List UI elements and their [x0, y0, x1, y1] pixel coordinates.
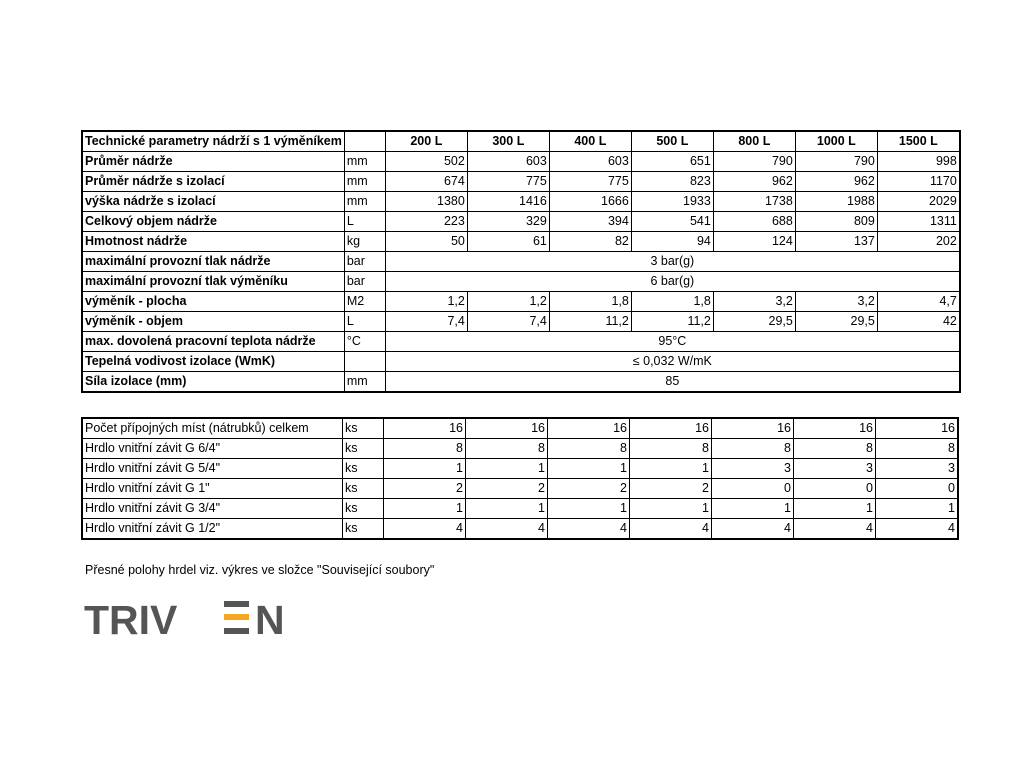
row-label: výměník - objem: [82, 312, 344, 332]
header-size: 1500 L: [877, 131, 960, 152]
row-value: 541: [631, 212, 713, 232]
row-value: 4: [384, 519, 466, 540]
row-value: 1: [384, 499, 466, 519]
row-value: 962: [713, 172, 795, 192]
row-value: 394: [549, 212, 631, 232]
row-value: 4: [466, 519, 548, 540]
row-value: 790: [795, 152, 877, 172]
row-label: výška nádrže s izolací: [82, 192, 344, 212]
row-value: 16: [794, 418, 876, 439]
row-unit: L: [344, 312, 385, 332]
row-value: 4: [876, 519, 959, 540]
table-row: [82, 332, 960, 352]
row-value: 2: [548, 479, 630, 499]
row-value: 688: [713, 212, 795, 232]
row-value: 7,4: [385, 312, 467, 332]
table-row: [82, 479, 958, 499]
row-unit: bar: [344, 252, 385, 272]
table-row: [82, 272, 960, 292]
row-value: 16: [876, 418, 959, 439]
row-value: 1: [630, 459, 712, 479]
row-value: 1,2: [385, 292, 467, 312]
row-value: 1,2: [467, 292, 549, 312]
row-value: 1: [466, 459, 548, 479]
row-label: Hrdlo vnitřní závit G 1": [82, 479, 343, 499]
row-label: maximální provozní tlak výměníku: [82, 272, 344, 292]
row-span-value: ≤ 0,032 W/mK: [385, 352, 960, 372]
row-value: 1380: [385, 192, 467, 212]
row-label: Průměr nádrže s izolací: [82, 172, 344, 192]
row-value: 7,4: [467, 312, 549, 332]
row-unit: mm: [344, 172, 385, 192]
row-value: 962: [795, 172, 877, 192]
row-value: 1: [384, 459, 466, 479]
connections-table: [81, 417, 959, 540]
logo-text-after: N: [255, 597, 285, 637]
header-label: Technické parametry nádrží s 1 výměníkem: [82, 131, 344, 152]
row-unit: mm: [344, 192, 385, 212]
row-unit: L: [344, 212, 385, 232]
row-value: 1: [548, 459, 630, 479]
row-value: 1: [466, 499, 548, 519]
row-value: 8: [712, 439, 794, 459]
row-unit: °C: [344, 332, 385, 352]
row-value: 3,2: [713, 292, 795, 312]
row-label: Síla izolace (mm): [82, 372, 344, 393]
row-value: 1: [712, 499, 794, 519]
row-label: výměník - plocha: [82, 292, 344, 312]
row-label: Hrdlo vnitřní závit G 1/2": [82, 519, 343, 540]
triven-logo: [84, 597, 306, 637]
row-value: 61: [467, 232, 549, 252]
row-unit: ks: [343, 418, 384, 439]
row-value: 2: [630, 479, 712, 499]
row-value: 16: [384, 418, 466, 439]
row-value: 4: [794, 519, 876, 540]
row-value: 94: [631, 232, 713, 252]
table-row: [82, 352, 960, 372]
row-label: max. dovolená pracovní teplota nádrže: [82, 332, 344, 352]
row-value: 1666: [549, 192, 631, 212]
row-unit: bar: [344, 272, 385, 292]
row-value: 823: [631, 172, 713, 192]
row-value: 137: [795, 232, 877, 252]
row-span-value: 3 bar(g): [385, 252, 960, 272]
header-size: 200 L: [385, 131, 467, 152]
table-row: [82, 212, 960, 232]
row-value: 0: [794, 479, 876, 499]
row-label: Hrdlo vnitřní závit G 5/4": [82, 459, 343, 479]
table-row: [82, 459, 958, 479]
row-value: 8: [630, 439, 712, 459]
row-value: 4,7: [877, 292, 960, 312]
row-value: 16: [466, 418, 548, 439]
row-value: 3: [712, 459, 794, 479]
row-value: 124: [713, 232, 795, 252]
row-value: 2: [466, 479, 548, 499]
row-value: 3: [794, 459, 876, 479]
row-value: 82: [549, 232, 631, 252]
table-row: [82, 192, 960, 212]
row-value: 8: [384, 439, 466, 459]
table-row: [82, 152, 960, 172]
header-unit: [344, 131, 385, 152]
table-row: [82, 519, 958, 540]
row-value: 0: [712, 479, 794, 499]
row-value: 1170: [877, 172, 960, 192]
table-row: [82, 172, 960, 192]
header-size: 400 L: [549, 131, 631, 152]
row-value: 0: [876, 479, 959, 499]
row-unit: mm: [344, 152, 385, 172]
row-value: 4: [548, 519, 630, 540]
row-value: 50: [385, 232, 467, 252]
row-value: 4: [712, 519, 794, 540]
row-value: 29,5: [795, 312, 877, 332]
row-value: 1933: [631, 192, 713, 212]
row-unit: ks: [343, 479, 384, 499]
row-value: 16: [712, 418, 794, 439]
row-unit: mm: [344, 372, 385, 393]
row-value: 502: [385, 152, 467, 172]
row-unit: [344, 352, 385, 372]
row-label: Hrdlo vnitřní závit G 3/4": [82, 499, 343, 519]
tank-parameters-table: [81, 130, 961, 393]
row-value: 603: [549, 152, 631, 172]
table-row: [82, 252, 960, 272]
table-row: [82, 312, 960, 332]
row-label: maximální provozní tlak nádrže: [82, 252, 344, 272]
row-value: 1: [876, 499, 959, 519]
row-unit: ks: [343, 499, 384, 519]
row-value: 1: [630, 499, 712, 519]
row-value: 223: [385, 212, 467, 232]
row-value: 8: [876, 439, 959, 459]
row-value: 8: [548, 439, 630, 459]
row-value: 603: [467, 152, 549, 172]
row-span-value: 85: [385, 372, 960, 393]
row-label: Tepelná vodivost izolace (WmK): [82, 352, 344, 372]
row-value: 790: [713, 152, 795, 172]
row-unit: ks: [343, 439, 384, 459]
row-label: Hmotnost nádrže: [82, 232, 344, 252]
row-value: 16: [630, 418, 712, 439]
row-value: 1988: [795, 192, 877, 212]
row-span-value: 95°C: [385, 332, 960, 352]
row-value: 11,2: [631, 312, 713, 332]
row-span-value: 6 bar(g): [385, 272, 960, 292]
row-label: Počet přípojných míst (nátrubků) celkem: [82, 418, 343, 439]
row-unit: M2: [344, 292, 385, 312]
header-size: 1000 L: [795, 131, 877, 152]
row-value: 4: [630, 519, 712, 540]
logo-text-before: TRIV: [84, 597, 178, 637]
header-size: 500 L: [631, 131, 713, 152]
table-row: [82, 499, 958, 519]
row-value: 809: [795, 212, 877, 232]
row-value: 3,2: [795, 292, 877, 312]
row-value: 3: [876, 459, 959, 479]
row-value: 1,8: [631, 292, 713, 312]
row-value: 16: [548, 418, 630, 439]
row-value: 651: [631, 152, 713, 172]
header-size: 800 L: [713, 131, 795, 152]
row-value: 329: [467, 212, 549, 232]
row-value: 202: [877, 232, 960, 252]
row-value: 1738: [713, 192, 795, 212]
row-value: 8: [466, 439, 548, 459]
row-unit: kg: [344, 232, 385, 252]
row-label: Celkový objem nádrže: [82, 212, 344, 232]
table-row: [82, 292, 960, 312]
table-row: [82, 439, 958, 459]
row-value: 2029: [877, 192, 960, 212]
row-value: 674: [385, 172, 467, 192]
table-row: [82, 232, 960, 252]
logo-e-mark: [224, 601, 249, 634]
row-unit: ks: [343, 519, 384, 540]
note-text: Přesné polohy hrdel viz. výkres ve složce "Související soubory": [85, 563, 435, 577]
table-header-row: [82, 131, 960, 152]
row-value: 1: [548, 499, 630, 519]
row-value: 775: [549, 172, 631, 192]
row-value: 1,8: [549, 292, 631, 312]
row-label: Průměr nádrže: [82, 152, 344, 172]
header-size: 300 L: [467, 131, 549, 152]
table-row: [82, 418, 958, 439]
row-value: 2: [384, 479, 466, 499]
row-unit: ks: [343, 459, 384, 479]
row-value: 1416: [467, 192, 549, 212]
row-value: 1311: [877, 212, 960, 232]
row-value: 29,5: [713, 312, 795, 332]
row-value: 775: [467, 172, 549, 192]
row-value: 42: [877, 312, 960, 332]
row-value: 8: [794, 439, 876, 459]
row-value: 11,2: [549, 312, 631, 332]
row-value: 998: [877, 152, 960, 172]
row-label: Hrdlo vnitřní závit G 6/4": [82, 439, 343, 459]
table-row: [82, 372, 960, 393]
row-value: 1: [794, 499, 876, 519]
